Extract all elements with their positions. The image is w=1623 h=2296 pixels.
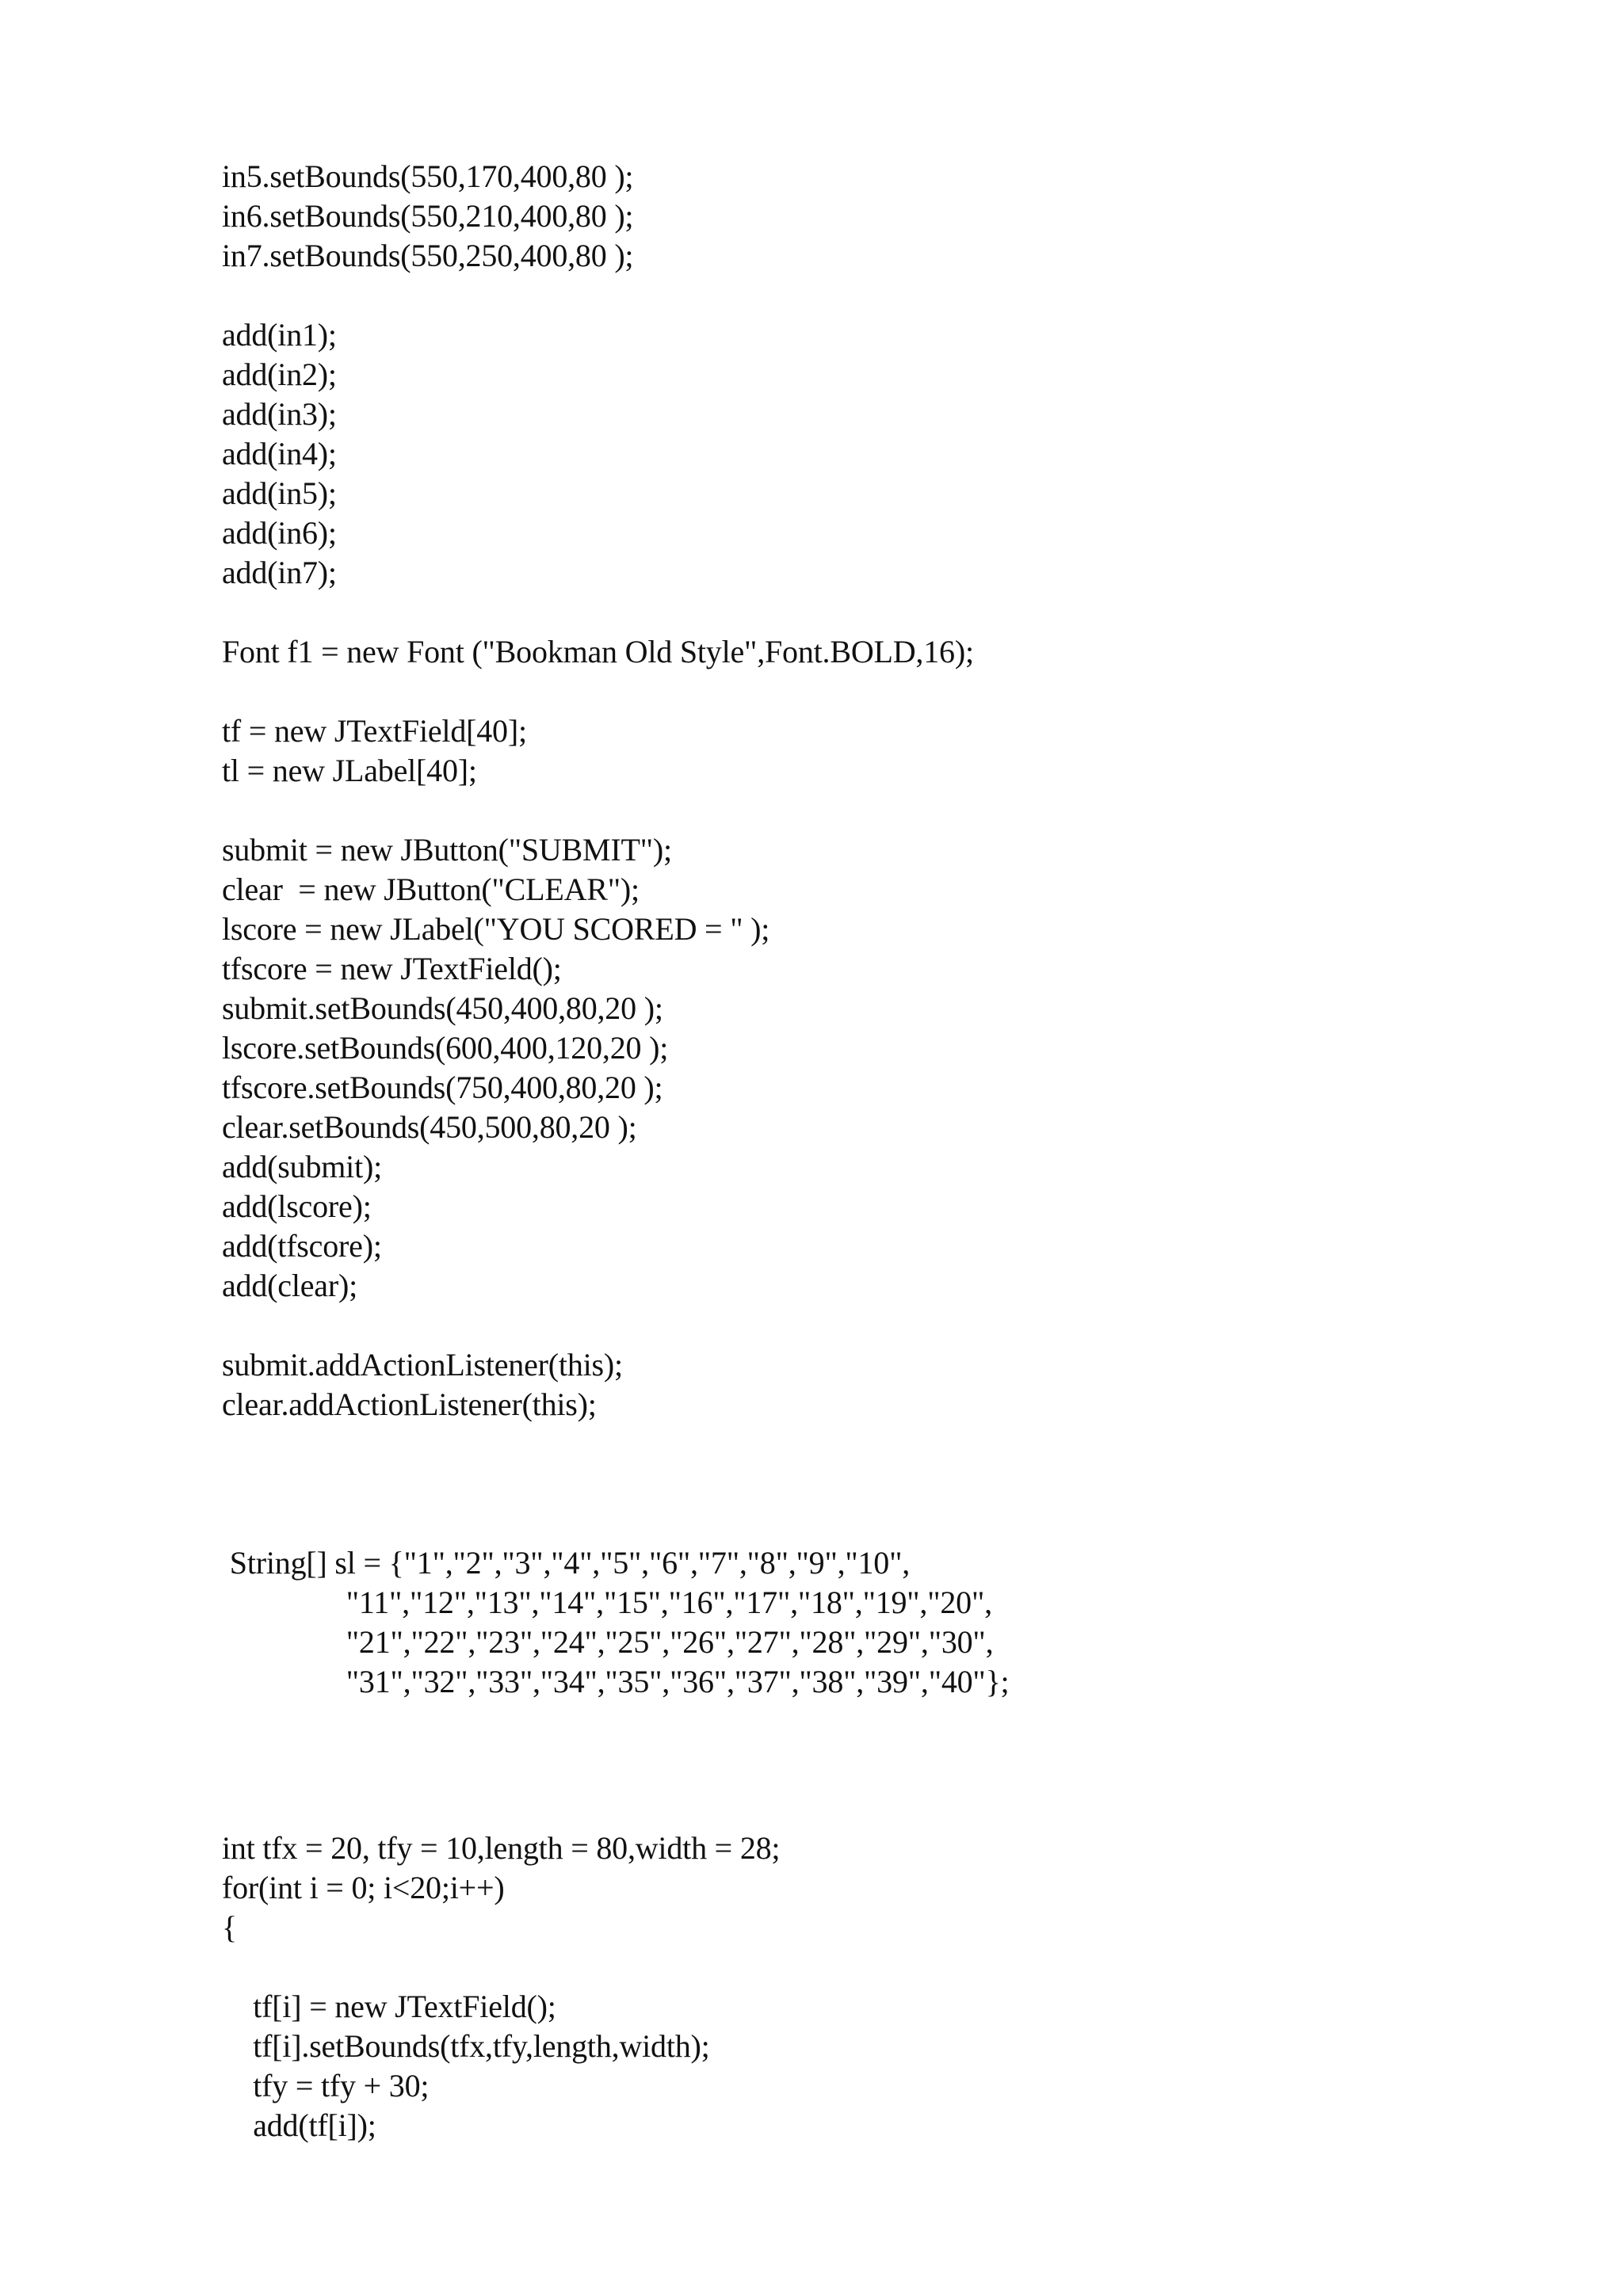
code-line: add(lscore);: [222, 1188, 372, 1224]
code-line: tl = new JLabel[40];: [222, 753, 477, 788]
code-line: add(in3);: [222, 396, 337, 432]
code-line: tfscore.setBounds(750,400,80,20 );: [222, 1070, 663, 1105]
code-line: Font f1 = new Font ("Bookman Old Style",Font.BOLD,16);: [222, 634, 974, 669]
code-line: submit.addActionListener(this);: [222, 1347, 623, 1383]
code-line: in5.setBounds(550,170,400,80 );: [222, 158, 634, 194]
code-line: "11","12","13","14","15","16","17","18","19","20",: [222, 1585, 992, 1620]
code-line: add(clear);: [222, 1268, 358, 1303]
code-line: tf = new JTextField[40];: [222, 713, 527, 749]
code-line: tf[i].setBounds(tfx,tfy,length,width);: [222, 2028, 710, 2064]
code-line: {: [222, 1909, 237, 1945]
code-line: add(in6);: [222, 515, 337, 551]
code-line: in6.setBounds(550,210,400,80 );: [222, 198, 634, 234]
code-line: lscore = new JLabel("YOU SCORED = " );: [222, 911, 770, 947]
code-line: String[] sl = {"1","2","3","4","5","6","7","8","9","10",: [222, 1545, 911, 1581]
code-line: add(in2);: [222, 357, 337, 392]
code-line: add(in4);: [222, 436, 337, 471]
code-line: tf[i] = new JTextField();: [222, 1989, 556, 2024]
code-line: clear.setBounds(450,500,80,20 );: [222, 1109, 637, 1145]
code-line: add(in7);: [222, 555, 337, 590]
code-line: clear = new JButton("CLEAR");: [222, 871, 640, 907]
code-line: add(in5);: [222, 475, 337, 511]
code-line: in7.setBounds(550,250,400,80 );: [222, 238, 634, 273]
code-line: add(in1);: [222, 317, 337, 353]
code-line: int tfx = 20, tfy = 10,length = 80,width = 28;: [222, 1830, 781, 1866]
code-line: "31","32","33","34","35","36","37","38","39","40"};: [222, 1664, 1010, 1699]
code-line: lscore.setBounds(600,400,120,20 );: [222, 1030, 669, 1066]
code-line: add(tfscore);: [222, 1228, 382, 1264]
code-line: submit = new JButton("SUBMIT");: [222, 832, 672, 868]
code-line: clear.addActionListener(this);: [222, 1386, 597, 1422]
code-line: add(submit);: [222, 1149, 383, 1184]
code-line: submit.setBounds(450,400,80,20 );: [222, 990, 663, 1026]
code-line: for(int i = 0; i<20;i++): [222, 1870, 505, 1905]
code-line: add(tf[i]);: [222, 2107, 376, 2143]
code-line: tfscore = new JTextField();: [222, 951, 562, 986]
code-line: tfy = tfy + 30;: [222, 2068, 430, 2103]
code-line: "21","22","23","24","25","26","27","28","29","30",: [222, 1624, 994, 1660]
